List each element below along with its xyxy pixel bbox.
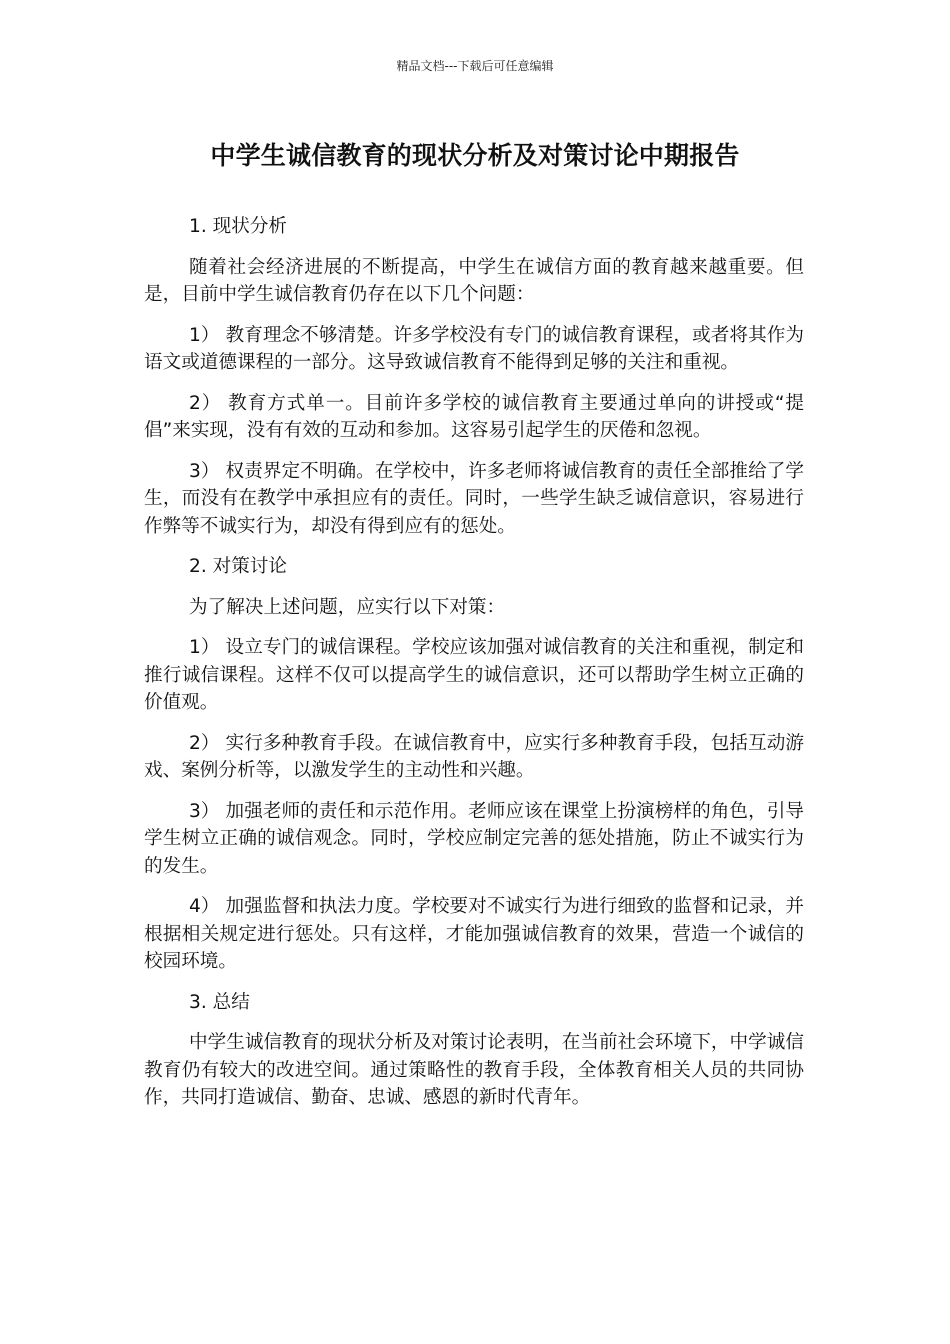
paragraph: 随着社会经济进展的不断提高，中学生在诚信方面的教育越来越重要。但是，目前中学生诚信教育仍存在以下几个问题：: [144, 256, 804, 305]
paragraph: 3） 加强老师的责任和示范作用。老师应该在课堂上扮演榜样的角色，引导学生树立正确的诚信观念。同时，学校应制定完善的惩处措施，防止不诚实行为的发生。: [144, 800, 804, 877]
header-note: 精品文档---下载后可任意编辑: [396, 59, 554, 73]
paragraph: 中学生诚信教育的现状分析及对策讨论表明，在当前社会环境下，中学诚信教育仍有较大的改进空间。通过策略性的教育手段，全体教育相关人员的共同协作，共同打造诚信、勤奋、忠诚、感恩的新时代青年。: [144, 1032, 804, 1108]
section-heading-summary: 3. 总结: [189, 991, 250, 1013]
paragraph: 2） 实行多种教育手段。在诚信教育中，应实行多种教育手段，包括互动游戏、案例分析等，以激发学生的主动性和兴趣。: [144, 732, 804, 781]
section-heading-countermeasures: 2. 对策讨论: [189, 556, 288, 577]
paragraph: 4） 加强监督和执法力度。学校要对不诚实行为进行细致的监督和记录，并根据相关规定进行惩处。只有这样，才能加强诚信教育的效果，营造一个诚信的校园环境。: [144, 896, 804, 972]
page-title: 中学生诚信教育的现状分析及对策讨论中期报告: [210, 141, 740, 170]
paragraph: 1） 教育理念不够清楚。许多学校没有专门的诚信教育课程，或者将其作为语文或道德课程的一部分。这导致诚信教育不能得到足够的关注和重视。: [144, 324, 804, 373]
paragraph: 为了解决上述问题，应实行以下对策：: [189, 596, 506, 618]
section-heading-status: 1. 现状分析: [189, 216, 288, 237]
paragraph: 3） 权责界定不明确。在学校中，许多老师将诚信教育的责任全部推给了学生，而没有在教学中承担应有的责任。同时，一些学生缺乏诚信意识，容易进行作弊等不诚实行为，却没有得到应有的惩处。: [144, 460, 804, 537]
paragraph: 2） 教育方式单一。目前许多学校的诚信教育主要通过单向的讲授或“提倡”来实现，没有有效的互动和参加。这容易引起学生的厌倦和忽视。: [144, 392, 804, 441]
document-body: [144, 213, 804, 1125]
paragraph: 1） 设立专门的诚信课程。学校应该加强对诚信教育的关注和重视，制定和推行诚信课程。这样不仅可以提高学生的诚信意识，还可以帮助学生树立正确的价值观。: [144, 637, 804, 713]
